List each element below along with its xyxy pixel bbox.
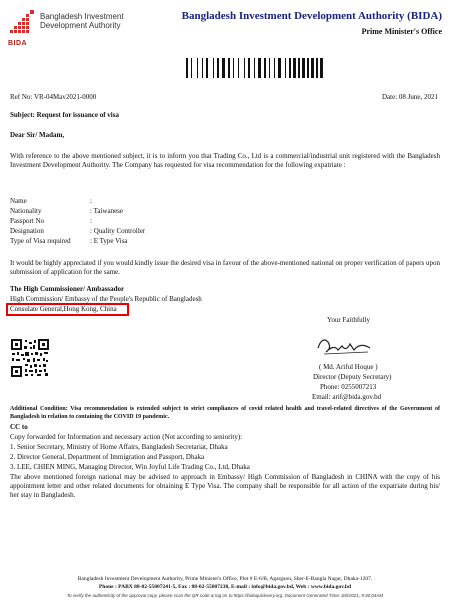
request-paragraph: It would be highly appreciated if you would kindly issue the desired visa in favour of the above-mentioned national on proper verification of papers upon submission of application for the same.: [10, 259, 440, 276]
field-value: :: [90, 217, 92, 225]
field-label: Type of Visa required: [10, 237, 71, 245]
cc-item: 1. Senior Secretary, Ministry of Home Affairs, Bangladesh Secretariat, Dhaka: [10, 443, 228, 451]
subject-line: Subject: Request for issuance of visa: [10, 111, 119, 119]
footer-contact: Phone : PABX 88-02-55007241-5, Fax : 88-02-55007238, E-mail : info@bida.gov.bd, Web : www.bida.gov.bd: [98, 584, 352, 590]
closing: Your Faithfully: [327, 316, 371, 324]
intro-paragraph: With reference to the above mentioned subject, it is to inform you that Trading Co., Ltd is a commercial/industrial unit registered with the Bangladesh Investment Development Authority. The Company has requested for visa recommendation for the following expatriate :: [10, 152, 440, 169]
logo-text: [40, 12, 124, 30]
field-label: Name: [10, 197, 27, 205]
footer-verify: To verify the authenticity of the approval copy, please scan the QR code & log on to https://bidaquicksery.org. Document Generated Time: 6/8/2021, 9:30:04AM: [66, 593, 384, 598]
logo-brand: BIDA: [8, 40, 28, 47]
cc-title: CC to: [10, 423, 28, 431]
logo-text-line2: Development Authority: [40, 21, 121, 30]
org-title: Bangladesh Investment Development Authority (BIDA): [181, 10, 442, 22]
field-value: :: [90, 197, 92, 205]
signature-icon: [314, 330, 374, 360]
office-name: Prime Minister's Office: [361, 27, 442, 36]
signatory-name: ( Md. Ariful Hoque ): [319, 363, 378, 371]
footer-address: Bangladesh Investment Development Authority, Prime Minister's Office, Plot # E-6/B, Agargaon, Sher-E-Bangla Nagar, Dhaka-1207.: [77, 576, 373, 582]
reference-number: Ref No: VR-04Mav2021-0000: [10, 93, 97, 101]
bida-logo-icon: [8, 8, 38, 38]
field-value: : Quality Controller: [90, 227, 146, 235]
letter-date: Date: 08 June, 2021: [382, 93, 438, 101]
cc-item: 3. LEE, CHIEN MING, Managing Director, Win Joyful Life Trading Co., Ltd, Dhaka: [10, 463, 250, 471]
recipient-mission: High Commission/ Embassy of the People's Republic of Bangladesh: [10, 295, 202, 303]
cc-item: 2. Director General, Department of Immigration and Passport, Dhaka: [10, 453, 205, 461]
highlight-box: [6, 303, 129, 316]
signatory-phone: Phone: 0255007213: [320, 383, 377, 391]
field-value: : E Type Visa: [90, 237, 128, 245]
salutation: Dear Sir/ Madam,: [10, 131, 65, 139]
additional-condition: Additional Condition: Visa recommendation is extended subject to strict compliances of covid related health and travel-related directives of the Government of Bangladesh in relation to containing the COVID 19 pandemic.: [10, 406, 440, 420]
field-label: Nationality: [10, 207, 42, 215]
logo-text-line1: Bangladesh Investment: [40, 12, 124, 21]
signatory-title: Director (Deputy Secretary): [313, 373, 392, 381]
qr-code-icon: [10, 338, 50, 378]
recipient-location: Consulate General,Hong Kong, China: [10, 305, 117, 313]
recipient-title: The High Commissioner/ Ambassador: [10, 285, 125, 293]
field-label: Designation: [10, 227, 44, 235]
field-value: : Taiwanese: [90, 207, 124, 215]
field-label: Passport No: [10, 217, 45, 225]
barcode-icon: [186, 58, 326, 78]
advice-paragraph: The above mentioned foreign national may be advised to approach in Embassy/ High Commission of Bangladesh in CHINA with the copy of his appointment letter and other related documents for obtaining E Type Visa. The company shall be responsible for all action of the expatriate during his/ her stay in Bangladesh.: [10, 473, 440, 499]
signatory-email: Email: arif@bida.gov.bd: [312, 393, 382, 401]
cc-intro: Copy forwarded for Information and necessary action (Not according to seniority):: [10, 433, 243, 441]
